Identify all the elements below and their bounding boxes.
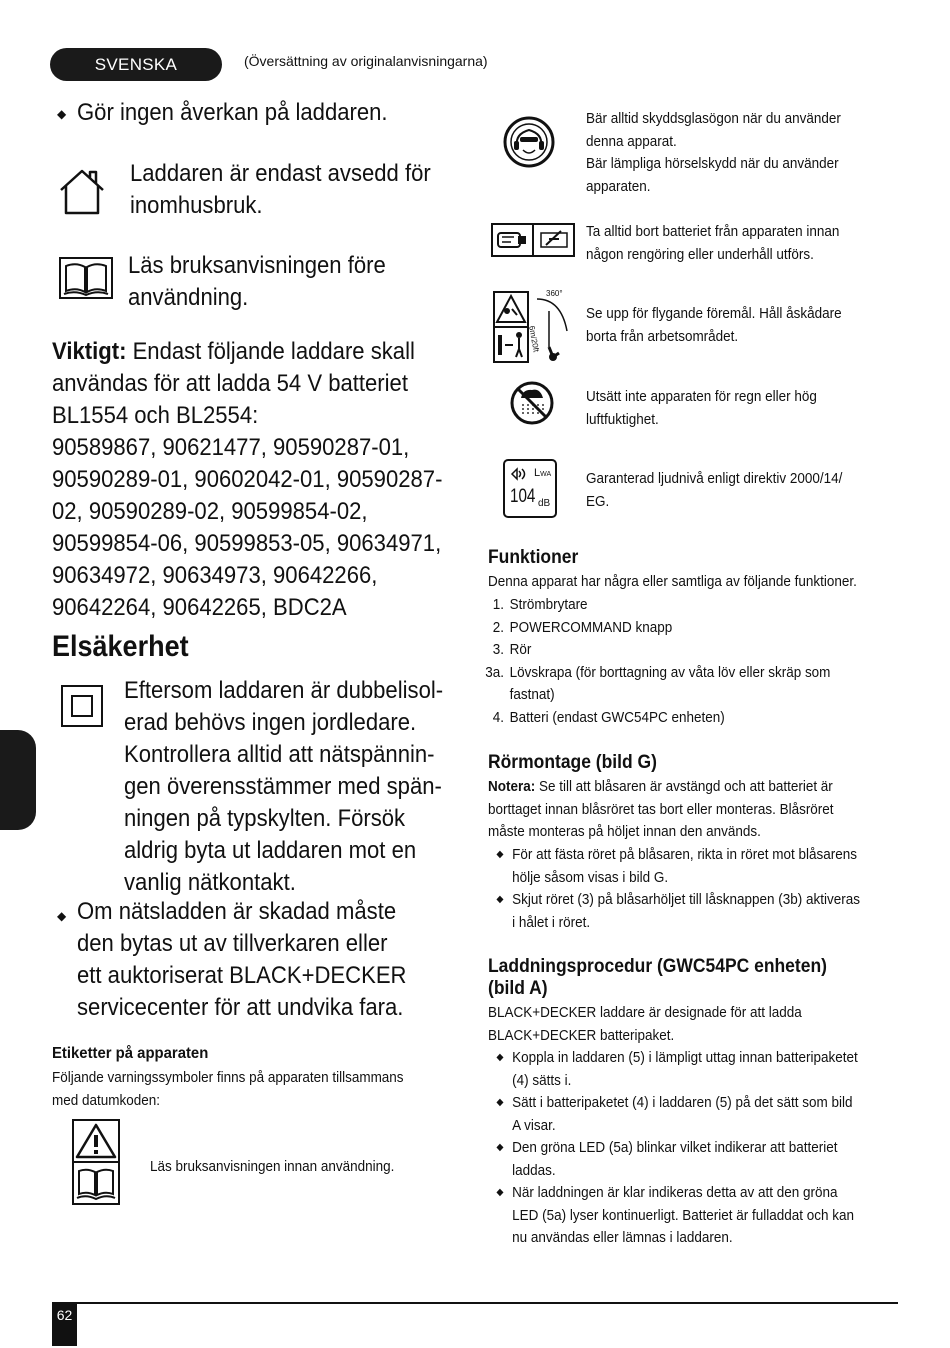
text-line: gen överensstämmer med spän-	[124, 773, 442, 800]
text-line: EG.	[586, 493, 610, 510]
important-line: användas för att ladda 54 V batteriet	[52, 370, 408, 397]
text-line: När laddningen är klar indikeras detta av att den gröna	[512, 1185, 838, 1201]
text-line: denna apparat.	[586, 133, 677, 150]
item-text: fastnat)	[509, 687, 555, 703]
text-line: hölje såsom visas i bild G.	[512, 869, 669, 886]
list-item	[478, 639, 830, 662]
text-line: luftfuktighet.	[586, 411, 659, 428]
features-intro: Denna apparat har några eller samtliga av följande funktioner.	[488, 574, 857, 590]
translation-note: (Översättning av originalanvisningarna)	[244, 53, 488, 69]
list-item	[488, 1047, 858, 1092]
list-item	[478, 684, 830, 707]
text-line: Garanterad ljudnivå enligt direktiv 2000/14/	[586, 471, 843, 487]
important-line: 90590289-01, 90602042-01, 90590287-	[52, 466, 443, 493]
bullet-diamond-icon: ◆	[57, 909, 67, 923]
text-line: borta från arbetsområdet.	[586, 328, 739, 345]
bullet-diamond-icon: ◆	[496, 849, 504, 860]
important-paragraph	[52, 336, 442, 624]
sound-label	[534, 467, 551, 479]
text-line: erad behövs ingen jordledare.	[124, 709, 417, 736]
page-number: 62	[52, 1304, 77, 1346]
heading-line: (bild A)	[488, 978, 548, 999]
text-line: BLACK+DECKER laddare är designade för att ladda	[488, 1005, 802, 1021]
list-item	[488, 1092, 858, 1137]
bullet-diamond-icon: ◆	[496, 1097, 504, 1108]
features-heading: Funktioner	[488, 547, 579, 568]
read-manual-small: Läs bruksanvisningen innan användning.	[150, 1159, 395, 1175]
text-line: Bär alltid skyddsglasögon när du använder	[586, 111, 841, 127]
charging-steps	[488, 1047, 858, 1250]
tamper-warning: Gör ingen åverkan på laddaren.	[77, 99, 388, 126]
features-list	[478, 594, 830, 729]
text-line: Ta alltid bort batteriet från apparaten innan	[586, 224, 840, 240]
text-line: borttaget innan blåsröret tas bort eller monteras. Blåsröret	[488, 801, 834, 818]
list-item	[488, 844, 860, 889]
text-line: LED (5a) lyser kontinuerligt. Batteriet är fulladdat och kan	[512, 1207, 854, 1224]
no-rain-text	[586, 386, 817, 431]
item-text: POWERCOMMAND knapp	[509, 619, 673, 636]
bullet-diamond-icon: ◆	[496, 894, 504, 905]
item-text: Lövskrapa (för borttagning av våta löv eller skräp som	[509, 664, 831, 681]
list-item	[478, 617, 830, 640]
text-line: ett auktoriserat BLACK+DECKER	[77, 962, 407, 989]
text-line: Bär lämpliga hörselskydd när du använder	[586, 156, 839, 172]
read-manual-icon	[58, 256, 114, 300]
bullet-diamond-icon: ◆	[496, 1052, 504, 1063]
tube-assembly-steps	[488, 844, 860, 934]
distance-label: 6m/20ft	[527, 325, 541, 353]
sound-label-main: L	[534, 467, 541, 479]
list-item	[488, 889, 860, 934]
text-line: Se upp för flygande föremål. Håll åskådare	[586, 306, 842, 322]
text-line: Kontrollera alltid att nätspännin-	[124, 741, 435, 768]
important-line: BL1554 och BL2554:	[52, 402, 259, 429]
read-manual-line2: användning.	[128, 284, 249, 311]
text-line: i hålet i röret.	[512, 914, 591, 931]
item-text: Rör	[509, 642, 532, 658]
text-line: Följande varningssymboler finns på apparaten tillsammans	[52, 1070, 404, 1086]
text-line: vanlig nätkontakt.	[124, 869, 296, 896]
text-line: laddas.	[512, 1162, 556, 1179]
important-line: 90589867, 90621477, 90590287-01,	[52, 434, 410, 461]
text-line: apparaten.	[586, 178, 651, 195]
item-number: 4.	[492, 709, 505, 726]
bullet-diamond-icon: ◆	[496, 1142, 504, 1153]
important-label: Viktigt:	[52, 338, 127, 365]
indoor-use-line2: inomhusbruk.	[130, 192, 263, 219]
text-line: Den gröna LED (5a) blinkar vilket indikerar att batteriet	[512, 1140, 838, 1156]
text-line: Koppla in laddaren (5) i lämpligt uttag innan batteripaketet	[512, 1050, 858, 1066]
list-item	[478, 662, 830, 685]
text-line: någon rengöring eller underhåll utförs.	[586, 246, 814, 263]
goggles-text	[586, 108, 841, 198]
item-number: 1.	[492, 597, 505, 613]
important-line: 90599854-06, 90599853-05, 90634971,	[52, 530, 442, 557]
text-line: Utsätt inte apparaten för regn eller hög	[586, 389, 817, 405]
goggles-ear-protection-icon	[503, 116, 555, 168]
text-line: Skjut röret (3) på blåsarhöljet till låsknappen (3b) aktiveras	[512, 892, 860, 908]
charging-heading	[488, 956, 827, 1000]
list-item	[478, 594, 830, 617]
damaged-cord-text	[77, 896, 407, 1024]
text-line: Eftersom laddaren är dubbelisol-	[124, 677, 444, 704]
text-line: BLACK+DECKER batteripaket.	[488, 1027, 675, 1044]
text-line: A visar.	[512, 1117, 556, 1134]
bullet-diamond-icon: ◆	[57, 107, 67, 121]
item-number: 3a.	[485, 664, 505, 681]
sound-value: 104	[510, 486, 536, 507]
labels-intro	[52, 1067, 404, 1112]
text-line: med datumkoden:	[52, 1092, 160, 1109]
text-line: måste monteras på höljet innan den används.	[488, 824, 761, 840]
remove-battery-icon	[491, 223, 575, 257]
indoor-use-line1: Laddaren är endast avsedd för	[130, 160, 431, 187]
text-line: ningen på typskylten. Försök	[124, 805, 406, 832]
important-line: 02, 90590289-02, 90599854-02,	[52, 498, 368, 525]
indoor-use-house-icon	[58, 168, 106, 216]
double-insulation-text	[124, 675, 443, 899]
section-side-tab	[0, 730, 36, 830]
charging-intro	[488, 1002, 802, 1047]
text-line: den bytas ut av tillverkaren eller	[77, 930, 388, 957]
warning-read-manual-icon	[72, 1119, 120, 1205]
text-line: För att fästa röret på blåsaren, rikta in röret mot blåsarens	[512, 847, 857, 863]
important-line: Endast följande laddare skall	[126, 338, 415, 365]
no-rain-icon	[509, 380, 555, 426]
text-line: Se till att blåsaren är avstängd och att batteriet är	[535, 779, 833, 795]
text-line: servicecenter för att undvika fara.	[77, 994, 404, 1021]
note-label: Notera:	[488, 779, 536, 795]
item-text: Batteri (endast GWC54PC enheten)	[509, 709, 725, 726]
text-line: Sätt i batteripaketet (4) i laddaren (5) på det sätt som bild	[512, 1095, 853, 1111]
sound-level-icon	[503, 459, 557, 518]
list-item	[488, 1182, 858, 1250]
text-line: nu användas eller lämnas i laddaren.	[512, 1230, 733, 1246]
text-line: (4) sätts i.	[512, 1072, 572, 1089]
tube-assembly-note	[488, 776, 834, 844]
bullet-diamond-icon: ◆	[496, 1187, 504, 1198]
text-line: aldrig byta ut laddaren mot en	[124, 837, 417, 864]
item-number: 2.	[492, 619, 505, 636]
text-line: Om nätsladden är skadad måste	[77, 898, 397, 925]
flying-objects-text	[586, 303, 842, 348]
labels-heading: Etiketter på apparaten	[52, 1045, 209, 1062]
double-insulation-icon	[60, 684, 104, 728]
language-badge: SVENSKA	[50, 48, 222, 81]
list-item	[478, 707, 830, 730]
electrical-safety-heading: Elsäkerhet	[52, 630, 189, 663]
sound-label-sub: WA	[540, 471, 552, 478]
footer-rule	[52, 1302, 898, 1304]
angle-label: 360°	[546, 289, 563, 298]
read-manual-line1: Läs bruksanvisningen före	[128, 252, 386, 279]
remove-battery-text	[586, 221, 839, 266]
important-line: 90642264, 90642265, BDC2A	[52, 594, 347, 621]
sound-unit: dB	[538, 498, 551, 509]
item-text: Strömbrytare	[509, 597, 588, 613]
heading-line: Laddningsprocedur (GWC54PC enheten)	[488, 956, 827, 977]
list-item	[488, 1137, 858, 1182]
important-line: 90634972, 90634973, 90642266,	[52, 562, 378, 589]
item-number: 3.	[492, 642, 505, 658]
sound-level-text	[586, 468, 842, 513]
tube-assembly-heading: Rörmontage (bild G)	[488, 752, 657, 773]
